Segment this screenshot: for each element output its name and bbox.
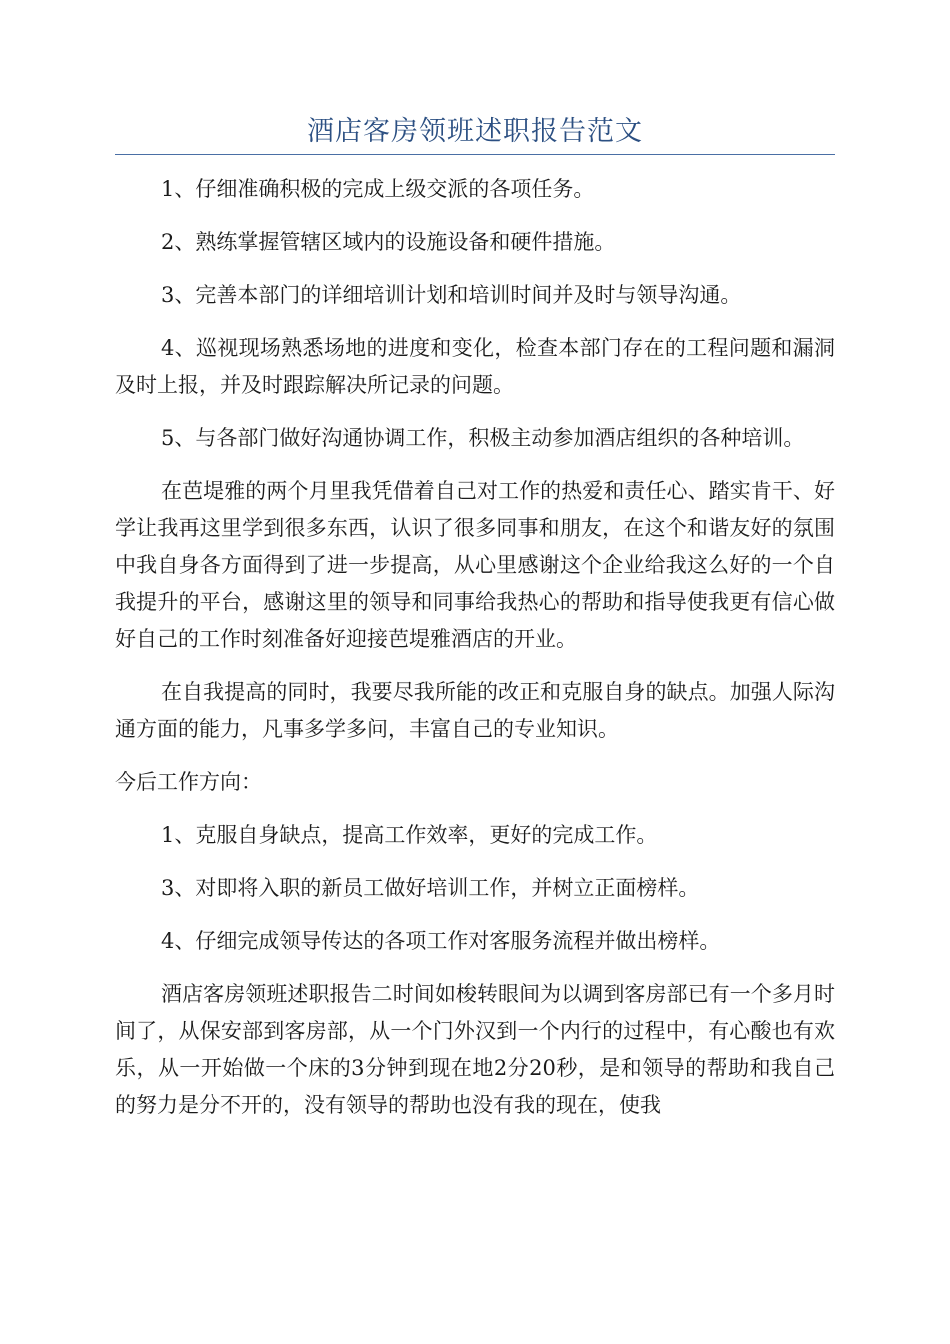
title-underline: [115, 154, 835, 155]
paragraph: 酒店客房领班述职报告二时间如梭转眼间为以调到客房部已有一个多月时间了，从保安部到客房部，从一个门外汉到一个内行的过程中，有心酸也有欢乐，从一开始做一个床的3分钟到现在地2分20秒，是和领导的帮助和我自己的努力是分不开的，没有领导的帮助也没有我的现在，使我: [115, 982, 835, 1117]
paragraph: 3、对即将入职的新员工做好培训工作，并树立正面榜样。: [161, 876, 700, 900]
paragraph: 1、仔细准确积极的完成上级交派的各项任务。: [161, 177, 595, 201]
paragraph: 1、克服自身缺点，提高工作效率，更好的完成工作。: [161, 823, 658, 847]
paragraph: 在芭堤雅的两个月里我凭借着自己对工作的热爱和责任心、踏实肯干、好学让我再这里学到很多东西，认识了很多同事和朋友，在这个和谐友好的氛围中我自身各方面得到了进一步提高，从心里感谢这个企业给我这么好的一个自我提升的平台，感谢这里的领导和同事给我热心的帮助和指导使我更有信心做好自己的工作时刻准备好迎接芭堤雅酒店的开业。: [115, 479, 835, 651]
paragraph: 3、完善本部门的详细培训计划和培训时间并及时与领导沟通。: [161, 283, 742, 307]
paragraph: 4、巡视现场熟悉场地的进度和变化，检查本部门存在的工程问题和漏洞及时上报，并及时跟踪解决所记录的问题。: [115, 336, 835, 397]
paragraph: 在自我提高的同时，我要尽我所能的改正和克服自身的缺点。加强人际沟通方面的能力，凡事多学多问，丰富自己的专业知识。: [115, 680, 835, 741]
section-heading: 今后工作方向：: [115, 770, 262, 794]
document-title: 酒店客房领班述职报告范文: [307, 116, 643, 147]
paragraph: 2、熟练掌握管辖区域内的设施设备和硬件措施。: [161, 230, 616, 254]
document-body: [115, 171, 835, 1140]
paragraph: 5、与各部门做好沟通协调工作，积极主动参加酒店组织的各种培训。: [161, 426, 805, 450]
paragraph: 4、仔细完成领导传达的各项工作对客服务流程并做出榜样。: [161, 929, 721, 953]
